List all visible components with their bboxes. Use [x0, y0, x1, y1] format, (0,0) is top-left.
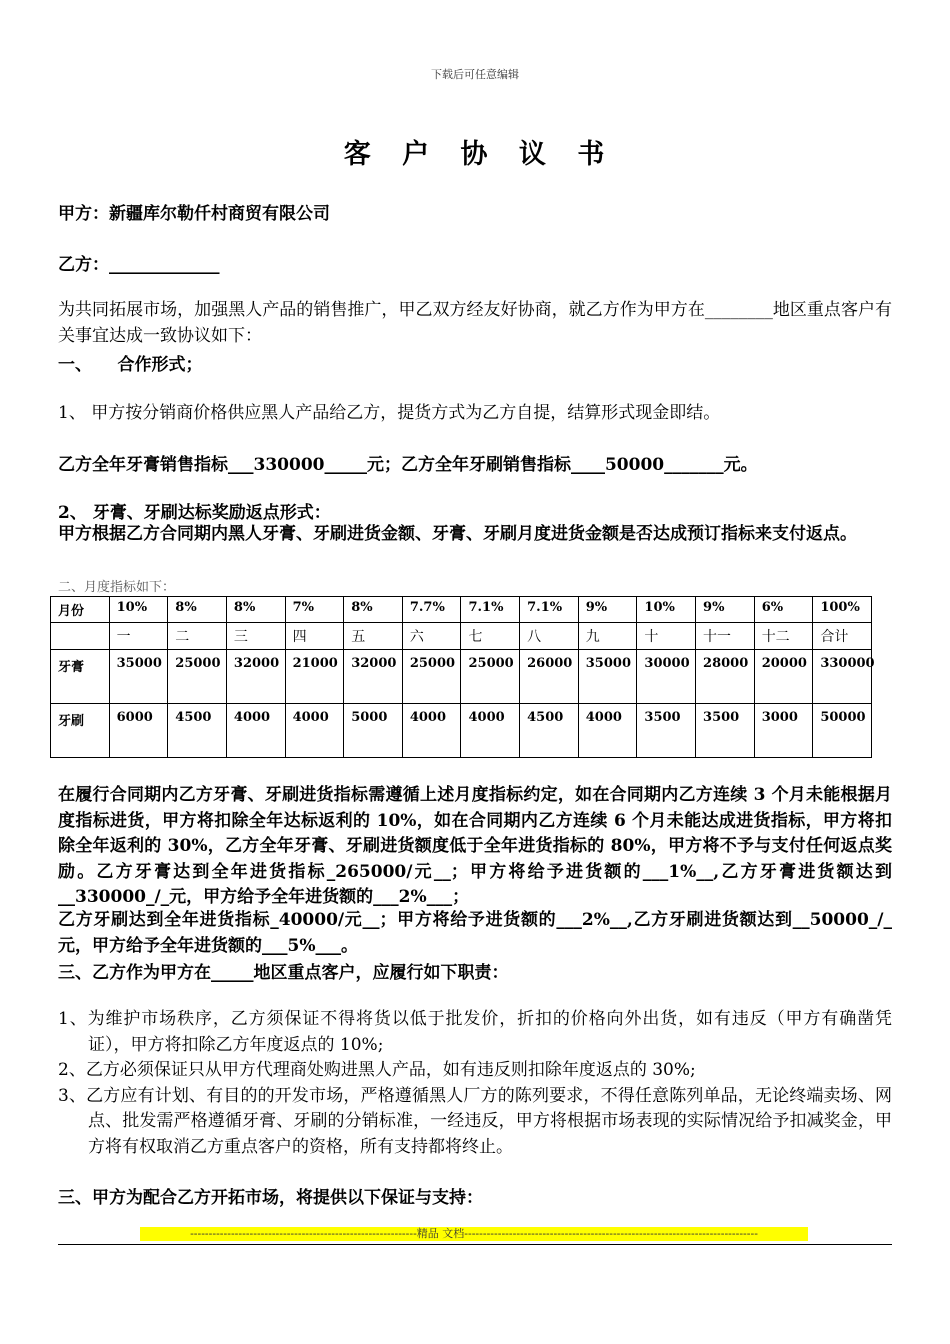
table-cell: 三	[226, 623, 285, 650]
list-item: 1、为维护市场秩序，乙方须保证不得将货以低于批发价，折扣的价格向外出货，如有违反（甲方有确凿凭证），甲方将扣除乙方年度返点的 10%;	[58, 1009, 892, 1055]
list-item: 3、乙方应有计划、有目的的开发市场，严格遵循黑人厂方的陈列要求，不得任意陈列单品，无论终端卖场、网点、批发需严格遵循牙膏、牙刷的分销标准，一经违反，甲方将根据市场表现的实际情况给予扣减奖金，甲方将有权取消乙方重点客户的资格，所有支持都将终止。	[58, 1085, 892, 1157]
section2-body: 甲方根据乙方合同期内黑人牙膏、牙刷进货金额、牙膏、牙刷月度进货金额是否达成预订指标来支付返点。	[58, 524, 857, 544]
section1-title: 一、 合作形式；	[58, 355, 203, 375]
table-cell: 4500	[168, 704, 227, 758]
title-char: 客	[343, 139, 373, 170]
table-cell: 25000	[168, 650, 227, 704]
table-cell: 35000	[578, 650, 637, 704]
table-cell: 50000	[813, 704, 872, 758]
table-cell: 十	[637, 623, 696, 650]
table-cell: 五	[344, 623, 403, 650]
table-cell: 20000	[754, 650, 813, 704]
table-cell: 十一	[696, 623, 755, 650]
table-cell: 330000	[813, 650, 872, 704]
table-cell: 32000	[344, 650, 403, 704]
table-cell: 100%	[813, 597, 872, 623]
table-cell	[51, 623, 110, 650]
table-cell: 32000	[226, 650, 285, 704]
rules-paragraph-2: 乙方牙刷达到全年进货指标_40000/元__；甲方将给予进货额的___2%__,乙方牙刷进货额达到__50000_/_元，甲方给予全年进货额的___5%___。	[58, 910, 892, 956]
table-cell: 7.7%	[402, 597, 461, 623]
table-cell: 合计	[813, 623, 872, 650]
table-cell: 9%	[578, 597, 637, 623]
table-cell: 28000	[696, 650, 755, 704]
table-cell: 8%	[226, 597, 285, 623]
rules-paragraph: 在履行合同期内乙方牙膏、牙刷进货指标需遵循上述月度指标约定，如在合同期内乙方连续 3 个月未能根据月度指标进货，甲方将扣除全年达标返利的 10%，如在合同期内乙方连续 6 个月未能达成进货指标，甲方将扣除全年返利的 30%，乙方全年牙膏、牙刷进货额度低于全年进货指标的 80%，甲方将不予与支付任何返点奖励。乙方牙膏达到全年进货指标_265000/元__；甲方将给予进货额的___1%__,乙方牙膏进货额达到__330000_/_元，甲方给予全年进货额的___2%___；	[58, 785, 892, 907]
monthly-index-table	[50, 596, 875, 758]
table-cell: 5000	[344, 704, 403, 758]
section2-title: 2、 牙膏、牙刷达标奖励返点形式：	[58, 503, 331, 523]
table-cell: 二	[168, 623, 227, 650]
section3b-title: 三、甲方为配合乙方开拓市场，将提供以下保证与支持：	[58, 1188, 483, 1208]
party-b: 乙方：_____________	[58, 255, 220, 275]
section3-title: 三、乙方作为甲方在_____地区重点客户，应履行如下职责：	[58, 963, 509, 983]
sales-targets: 乙方全年牙膏销售指标___330000_____元；乙方全年牙刷销售指标____50000_______元。	[58, 455, 758, 475]
table-cell: 25000	[402, 650, 461, 704]
table-cell: 25000	[461, 650, 520, 704]
table-cell: 8%	[168, 597, 227, 623]
table-cell: 4000	[402, 704, 461, 758]
table-cell: 10%	[109, 597, 168, 623]
section1-item1: 1、 甲方按分销商价格供应黑人产品给乙方，提货方式为乙方自提，结算形式现金即结。	[58, 403, 721, 423]
table-cell: 35000	[109, 650, 168, 704]
title-char: 协	[460, 139, 490, 170]
table-row	[51, 597, 872, 623]
table-cell: 8%	[344, 597, 403, 623]
monthly-label: 二、月度指标如下：	[58, 580, 176, 595]
table-row	[51, 704, 872, 758]
table-cell: 3000	[754, 704, 813, 758]
table-cell: 牙膏	[51, 650, 110, 704]
table-cell: 3500	[696, 704, 755, 758]
table-cell: 30000	[637, 650, 696, 704]
table-cell: 21000	[285, 650, 344, 704]
table-cell: 4000	[285, 704, 344, 758]
table-cell: 6000	[109, 704, 168, 758]
table-row	[51, 650, 872, 704]
table-cell: 4500	[520, 704, 579, 758]
title-char: 议	[518, 139, 548, 170]
table-cell: 4000	[578, 704, 637, 758]
table-cell: 3500	[637, 704, 696, 758]
title-char: 书	[577, 139, 607, 170]
footer-banner: -------------------------------------------------------------精品 文档-------------------------------------------------------------------------------	[140, 1227, 808, 1241]
page-header: 下载后可任意编辑	[431, 68, 519, 81]
duties-list	[58, 1007, 892, 1160]
table-cell: 十二	[754, 623, 813, 650]
table-cell: 7.1%	[461, 597, 520, 623]
table-row	[51, 623, 872, 650]
table-cell: 九	[578, 623, 637, 650]
table-cell: 9%	[696, 597, 755, 623]
document-title	[0, 132, 950, 171]
title-char: 户	[402, 139, 432, 170]
table-cell: 10%	[637, 597, 696, 623]
table-cell: 八	[520, 623, 579, 650]
table-cell: 牙刷	[51, 704, 110, 758]
table-cell: 六	[402, 623, 461, 650]
table-cell: 4000	[461, 704, 520, 758]
table-cell: 四	[285, 623, 344, 650]
table-cell: 7.1%	[520, 597, 579, 623]
table-cell: 七	[461, 623, 520, 650]
intro-paragraph: 为共同拓展市场，加强黑人产品的销售推广，甲乙双方经友好协商，就乙方作为甲方在________地区重点客户有关事宜达成一致协议如下：	[58, 300, 892, 346]
table-cell: 一	[109, 623, 168, 650]
table-cell: 6%	[754, 597, 813, 623]
list-item: 2、乙方必须保证只从甲方代理商处购进黑人产品，如有违反则扣除年度返点的 30%;	[58, 1060, 696, 1080]
table-cell: 26000	[520, 650, 579, 704]
footer-divider	[58, 1244, 892, 1245]
table-cell: 7%	[285, 597, 344, 623]
table-cell: 月份	[51, 597, 110, 623]
party-a: 甲方：新疆库尔勒仟村商贸有限公司	[58, 204, 330, 224]
table-cell: 4000	[226, 704, 285, 758]
